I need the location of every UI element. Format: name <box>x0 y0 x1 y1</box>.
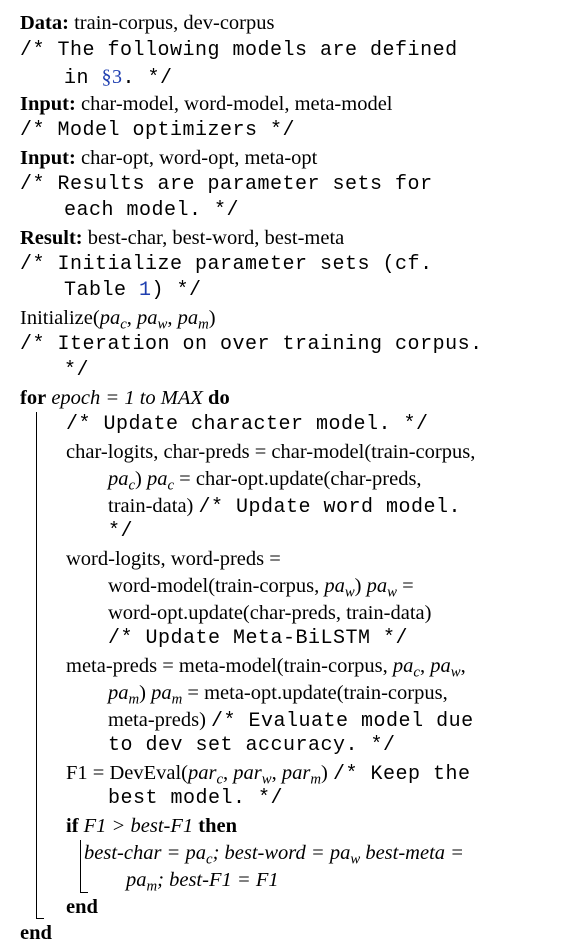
best-assign-line-cont: $pa_m$; best-F1 = F1 <box>126 869 279 895</box>
comment-models-defined: /* The following models are defined <box>20 39 458 62</box>
input-optimizers-line: Input: char-opt, word-opt, meta-opt <box>20 147 318 169</box>
end-for: end <box>20 922 52 944</box>
section-ref: §3 <box>101 66 123 88</box>
comment-optimizers: /* Model optimizers */ <box>20 119 296 142</box>
word-opt-line: word-opt.update(char-preds, train-data) <box>108 602 432 624</box>
meta-model-line: meta-preds = meta-model(train-corpus, $pa_c$, $pa_w$, <box>66 655 466 681</box>
comment-models-defined-cont: in §3. */ <box>64 66 173 90</box>
data-line: Data: train-corpus, dev-corpus <box>20 12 275 34</box>
comment-keep-best-cont: best model. */ <box>108 787 284 810</box>
for-loop-line: for epoch = 1 to MAX do <box>20 387 230 409</box>
char-opt-line: $pa_c$) $pa_c$ = char-opt.update(char-preds, <box>108 468 422 494</box>
input-models-line: Input: char-model, word-model, meta-model <box>20 93 393 115</box>
if-block-tick <box>80 892 88 893</box>
end-if: end <box>66 896 98 918</box>
comment-results: /* Results are parameter sets for <box>20 173 433 196</box>
comment-iteration-cont: */ <box>64 359 90 382</box>
comment-iteration: /* Iteration on over training corpus. <box>20 333 483 356</box>
initialize-line: $Initialize(pa_c$, $pa_w$, $pa_m$) <box>20 307 216 333</box>
comment-update-word-end: */ <box>108 520 134 543</box>
word-model-line: word-logits, word-preds = <box>66 548 281 570</box>
word-model-call-line: word-model(train-corpus, $pa_w$) $pa_w$ = <box>108 575 414 601</box>
char-model-line: char-logits, char-preds = char-model(train-corpus, <box>66 441 476 463</box>
comment-initialize-cont: Table 1) */ <box>64 279 202 302</box>
if-line: if F1 > best-F1 then <box>66 815 237 837</box>
comment-initialize: /* Initialize parameter sets (cf. <box>20 253 433 276</box>
result-line: Result: best-char, best-word, best-meta <box>20 227 345 249</box>
meta-opt-line: $pa_m$) $pa_m$ = meta-opt.update(train-corpus, <box>108 682 448 708</box>
meta-opt-line-cont: meta-preds) /* Evaluate model due <box>108 709 474 733</box>
table-ref: 1 <box>139 279 152 302</box>
comment-update-char: /* Update character model. */ <box>66 413 429 436</box>
best-assign-line: best-char = $pa_c$; best-word = $pa_w$ best-meta = <box>84 842 464 868</box>
f1-eval-line: F1 = DevEval(par$_c$, par$_w$, par$_m$) /* Keep the <box>66 762 471 788</box>
comment-evaluate-cont: to dev set accuracy. */ <box>108 734 396 757</box>
for-block-tick <box>36 918 44 919</box>
comment-update-meta: /* Update Meta-BiLSTM */ <box>108 627 409 650</box>
char-opt-line-cont: train-data) /* Update word model. <box>108 495 462 519</box>
if-block-bar <box>80 840 81 892</box>
for-block-bar <box>36 412 37 918</box>
comment-results-cont: each model. */ <box>64 199 240 222</box>
